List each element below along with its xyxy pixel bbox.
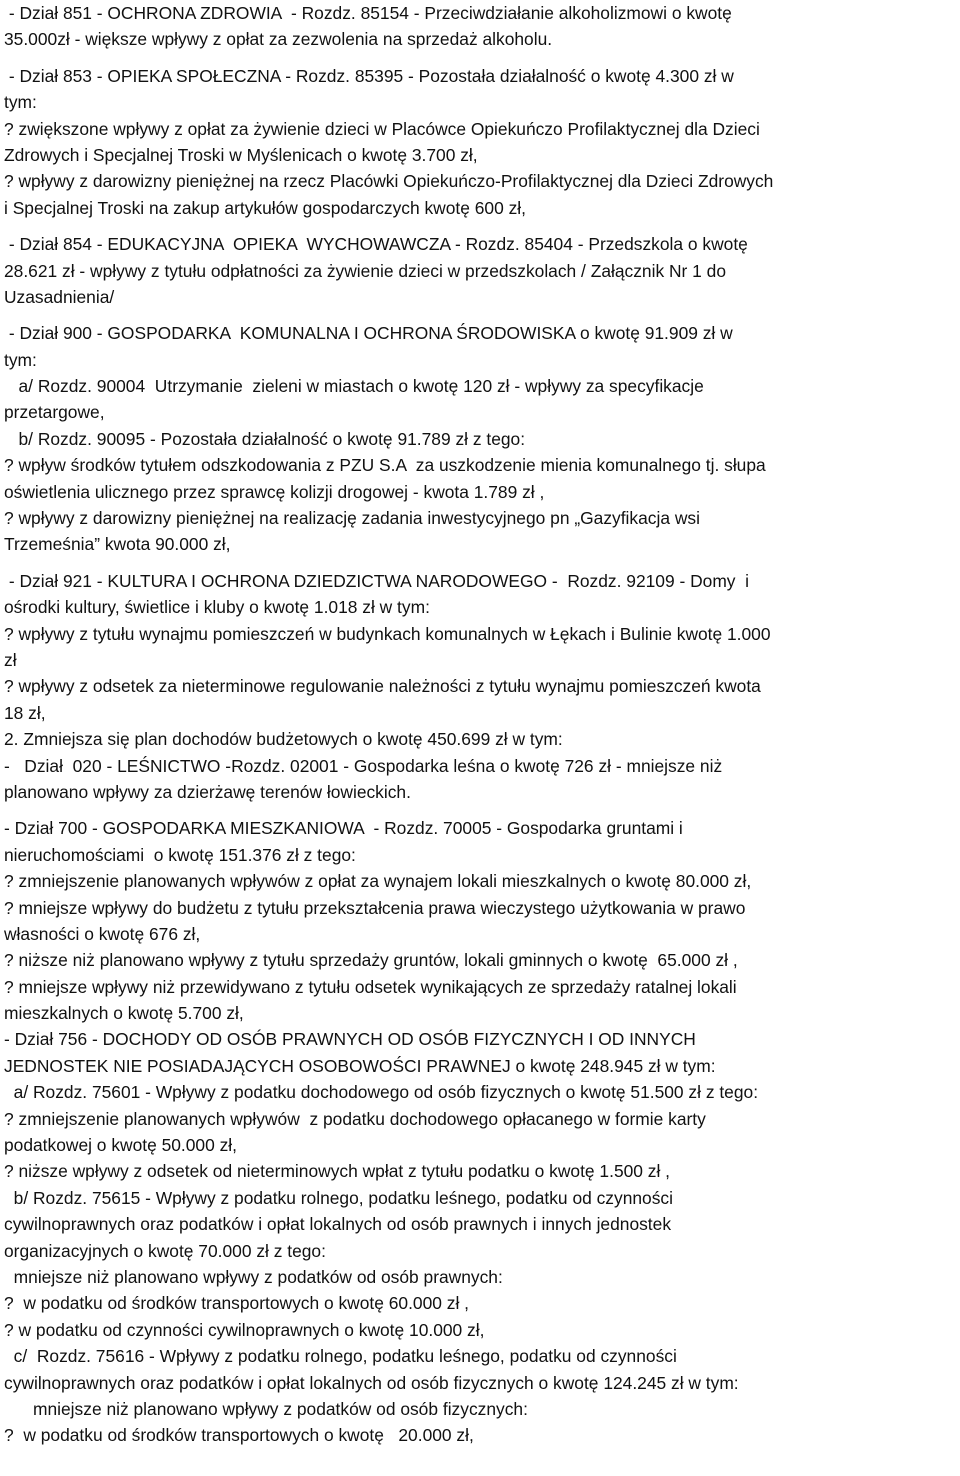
section-gap: [4, 221, 956, 231]
text-line: ? wpływy z darowizny pieniężnej na realizację zadania inwestycyjnego pn „Gazyfikacja wsi: [4, 508, 700, 529]
text-line: przetargowe,: [4, 402, 105, 423]
text-line: Zdrowych i Specjalnej Troski w Myślenicach o kwotę 3.700 zł,: [4, 144, 478, 165]
text-line: 28.621 zł - wpływy z tytułu odpłatności za żywienie dzieci w przedszkolach / Załącznik Nr 1 do: [4, 260, 727, 281]
document-page: [4, 0, 956, 1449]
text-line: c/ Rozdz. 75616 - Wpływy z podatku rolnego, podatku leśnego, podatku od czynności: [4, 1346, 677, 1367]
text-line: - Dział 700 - GOSPODARKA MIESZKANIOWA - Rozdz. 70005 - Gospodarka gruntami i: [4, 818, 683, 839]
text-line: ? w podatku od środków transportowych o kwotę 20.000 zł,: [4, 1425, 474, 1446]
text-line: b/ Rozdz. 90095 - Pozostała działalność o kwotę 91.789 zł z tego:: [4, 428, 526, 449]
text-section: [4, 320, 956, 558]
text-line: - Dział 020 - LEŚNICTWO -Rozdz. 02001 - Gospodarka leśna o kwotę 726 zł - mniejsze niż: [4, 755, 723, 776]
text-line: zł: [4, 649, 17, 670]
text-line: ? mniejsze wpływy niż przewidywano z tytułu odsetek wynikających ze sprzedaży ratalnej lokali: [4, 976, 737, 997]
text-line: ? wpływy z odsetek za nieterminowe regulowanie należności z tytułu wynajmu pomieszczeń kwota: [4, 676, 761, 697]
text-line: - Dział 756 - DOCHODY OD OSÓB PRAWNYCH OD OSÓB FIZYCZNYCH I OD INNYCH: [4, 1029, 696, 1050]
text-line: oświetlenia ulicznego przez sprawcę kolizji drogowej - kwota 1.789 zł ,: [4, 481, 545, 502]
text-line: ? wpływy z tytułu wynajmu pomieszczeń w budynkach komunalnych w Łękach i Bulinie kwotę 1.000: [4, 623, 771, 644]
text-line: - Dział 900 - GOSPODARKA KOMUNALNA I OCHRONA ŚRODOWISKA o kwotę 91.909 zł w: [4, 323, 733, 344]
text-line: ? zwiększone wpływy z opłat za żywienie dzieci w Placówce Opiekuńczo Profilaktycznej dla Dzieci: [4, 118, 760, 139]
text-line: ? w podatku od czynności cywilnoprawnych o kwotę 10.000 zł,: [4, 1319, 485, 1340]
text-line: tym:: [4, 92, 37, 113]
text-line: ? mniejsze wpływy do budżetu z tytułu przekształcenia prawa wieczystego użytkowania w prawo: [4, 897, 746, 918]
text-section: [4, 231, 956, 310]
text-line: ? zmniejszenie planowanych wpływów z podatku dochodowego opłacanego w formie karty: [4, 1108, 706, 1129]
text-section: [4, 63, 956, 221]
text-line: 18 zł,: [4, 702, 46, 723]
text-line: organizacyjnych o kwotę 70.000 zł z tego:: [4, 1240, 326, 1261]
text-line: ? wpływy z darowizny pieniężnej na rzecz Placówki Opiekuńczo-Profilaktycznej dla Dzieci Zdrowych: [4, 171, 774, 192]
text-line: tym:: [4, 349, 37, 370]
text-line: ? w podatku od środków transportowych o kwotę 60.000 zł ,: [4, 1293, 469, 1314]
section-gap: [4, 805, 956, 815]
text-line: ośrodki kultury, świetlice i kluby o kwotę 1.018 zł w tym:: [4, 597, 430, 618]
text-line: cywilnoprawnych oraz podatków i opłat lokalnych od osób fizycznych o kwotę 124.245 zł w tym:: [4, 1372, 739, 1393]
text-line: ? niższe niż planowano wpływy z tytułu sprzedaży gruntów, lokali gminnych o kwotę 65.000 zł ,: [4, 950, 738, 971]
text-line: nieruchomościami o kwotę 151.376 zł z tego:: [4, 844, 356, 865]
text-line: planowano wpływy za dzierżawę terenów łowieckich.: [4, 781, 411, 802]
section-gap: [4, 558, 956, 568]
text-line: - Dział 921 - KULTURA I OCHRONA DZIEDZICTWA NARODOWEGO - Rozdz. 92109 - Domy i: [4, 570, 750, 591]
text-line: mniejsze niż planowano wpływy z podatków od osób prawnych:: [4, 1266, 503, 1287]
section-gap: [4, 53, 956, 63]
text-line: - Dział 853 - OPIEKA SPOŁECZNA - Rozdz. 85395 - Pozostała działalność o kwotę 4.300 zł w: [4, 65, 734, 86]
text-section: [4, 0, 956, 53]
text-line: ? zmniejszenie planowanych wpływów z opłat za wynajem lokali mieszkalnych o kwotę 80.000 zł,: [4, 871, 752, 892]
text-line: - Dział 854 - EDUKACYJNA OPIEKA WYCHOWAWCZA - Rozdz. 85404 - Przedszkola o kwotę: [4, 234, 748, 255]
text-line: i Specjalnej Troski na zakup artykułów gospodarczych kwotę 600 zł,: [4, 197, 526, 218]
text-line: ? niższe wpływy z odsetek od nieterminowych wpłat z tytułu podatku o kwotę 1.500 zł ,: [4, 1161, 671, 1182]
text-line: podatkowej o kwotę 50.000 zł,: [4, 1135, 237, 1156]
text-line: mniejsze niż planowano wpływy z podatków od osób fizycznych:: [4, 1398, 528, 1419]
text-line: - Dział 851 - OCHRONA ZDROWIA - Rozdz. 85154 - Przeciwdziałanie alkoholizmowi o kwotę: [4, 3, 732, 23]
text-line: a/ Rozdz. 90004 Utrzymanie zieleni w miastach o kwotę 120 zł - wpływy za specyfikacje: [4, 376, 704, 397]
text-section: [4, 568, 956, 806]
text-line: Uzasadnienia/: [4, 286, 115, 307]
text-line: Trzemeśnia” kwota 90.000 zł,: [4, 534, 231, 555]
text-line: własności o kwotę 676 zł,: [4, 923, 201, 944]
text-line: 2. Zmniejsza się plan dochodów budżetowych o kwotę 450.699 zł w tym:: [4, 729, 563, 750]
text-line: 35.000zł - większe wpływy z opłat za zezwolenia na sprzedaż alkoholu.: [4, 29, 553, 50]
text-line: ? wpływ środków tytułem odszkodowania z PZU S.A za uszkodzenie mienia komunalnego tj. słupa: [4, 455, 766, 476]
text-line: b/ Rozdz. 75615 - Wpływy z podatku rolnego, podatku leśnego, podatku od czynności: [4, 1187, 673, 1208]
text-line: JEDNOSTEK NIE POSIADAJĄCYCH OSOBOWOŚCI PRAWNEJ o kwotę 248.945 zł w tym:: [4, 1055, 716, 1076]
text-section: [4, 815, 956, 1448]
section-gap: [4, 310, 956, 320]
text-line: a/ Rozdz. 75601 - Wpływy z podatku dochodowego od osób fizycznych o kwotę 51.500 zł z tego:: [4, 1082, 759, 1103]
text-line: cywilnoprawnych oraz podatków i opłat lokalnych od osób prawnych i innych jednostek: [4, 1214, 672, 1235]
text-line: mieszkalnych o kwotę 5.700 zł,: [4, 1003, 244, 1024]
